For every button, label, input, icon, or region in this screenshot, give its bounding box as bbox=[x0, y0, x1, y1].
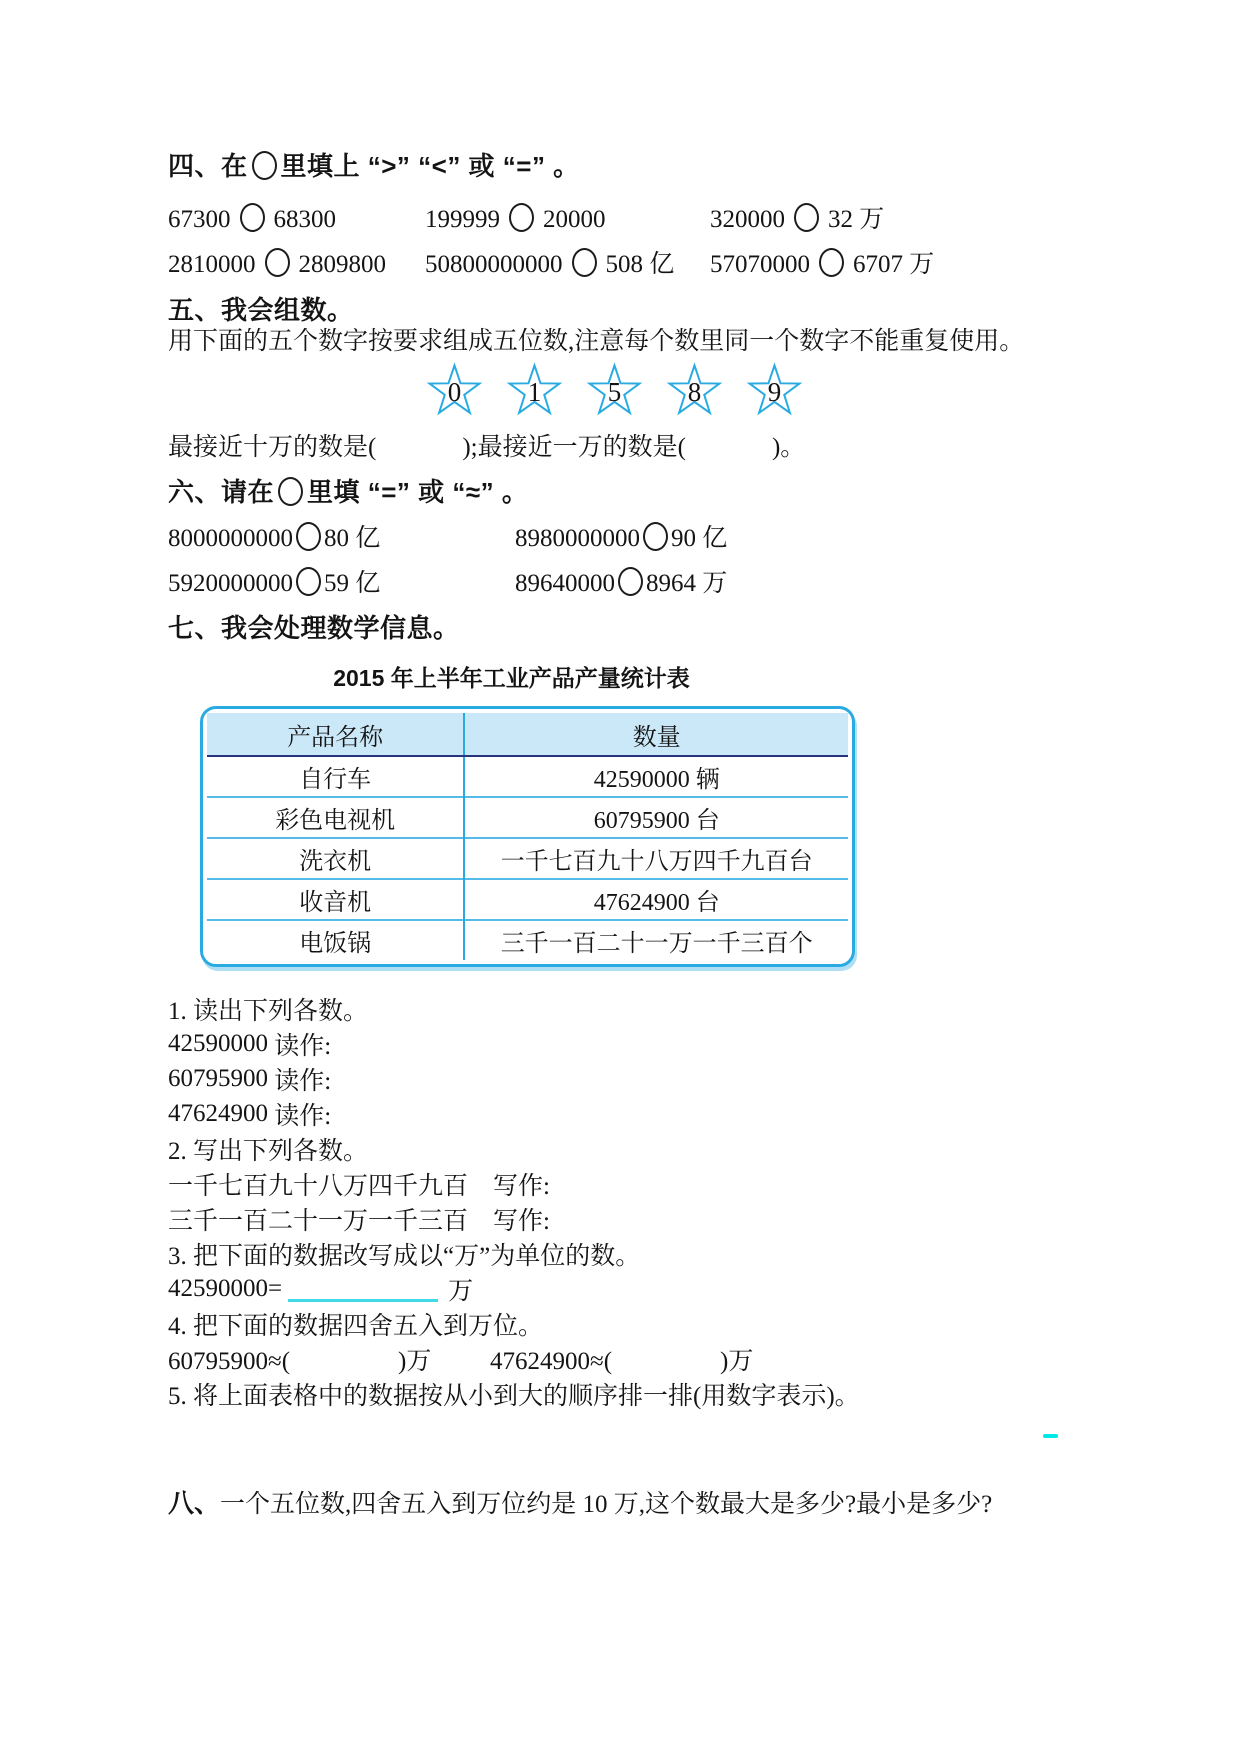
table-header-row bbox=[207, 713, 848, 756]
fill-text: 最接近十万的数是( bbox=[168, 434, 377, 461]
comparison-item bbox=[168, 248, 425, 280]
quantity-cell: 三千一百二十一万一千三百个 bbox=[464, 920, 848, 960]
write-as-label: 写作: bbox=[468, 1207, 550, 1235]
star-digit: 0 bbox=[447, 377, 462, 407]
table-row bbox=[207, 838, 848, 879]
circle-placeholder-icon bbox=[240, 203, 265, 232]
section4-heading-pre: 四、在 bbox=[168, 151, 248, 181]
read-as-label: 读作: bbox=[268, 1067, 332, 1095]
comparison-item bbox=[168, 522, 515, 555]
approx-open: ≈( bbox=[268, 1348, 291, 1375]
questions-block bbox=[168, 991, 1078, 1411]
circle-placeholder-icon bbox=[618, 567, 643, 596]
quantity-cell: 47624900 台 bbox=[464, 879, 848, 920]
comparison-right-number: 59 亿 bbox=[324, 570, 381, 597]
worksheet-content bbox=[168, 150, 1078, 1519]
comparison-right-number: 20000 bbox=[543, 206, 606, 233]
section8-text: 一个五位数,四舍五入到万位约是 10 万,这个数最大是多少?最小是多少? bbox=[220, 1491, 993, 1518]
underline-blank bbox=[288, 1275, 438, 1302]
question5-label: 5. 将上面表格中的数据按从小到大的顺序排一排(用数字表示)。 bbox=[168, 1382, 860, 1410]
circle-placeholder-icon bbox=[265, 248, 290, 277]
table-row bbox=[207, 797, 848, 838]
section4-heading-post: 里填上 “>” “<” 或 “=” 。 bbox=[280, 151, 580, 181]
comparison-right-number: 68300 bbox=[273, 206, 336, 233]
round-line bbox=[168, 1341, 1078, 1376]
comparison-right-number: 508 亿 bbox=[605, 251, 675, 278]
question2-label: 2. 写出下列各数。 bbox=[168, 1137, 369, 1165]
comparison-item bbox=[425, 203, 710, 235]
number: 47624900 bbox=[490, 1348, 590, 1375]
question4-label: 4. 把下面的数据四舍五入到万位。 bbox=[168, 1312, 544, 1340]
comparison-left-number: 320000 bbox=[710, 206, 785, 233]
comparison-row bbox=[168, 248, 1078, 278]
read-number-line bbox=[168, 1026, 1078, 1061]
comparison-left-number: 67300 bbox=[168, 206, 231, 233]
star-digit: 5 bbox=[607, 377, 622, 407]
star-icon bbox=[426, 362, 483, 419]
comparison-left-number: 5920000000 bbox=[168, 570, 293, 597]
unit-label: 万 bbox=[448, 1277, 474, 1305]
quantity-cell: 60795900 台 bbox=[464, 797, 848, 838]
comparison-right-number: 8964 万 bbox=[646, 570, 728, 597]
approx-close: )万 bbox=[720, 1348, 754, 1375]
comparison-left-number: 50800000000 bbox=[425, 251, 563, 278]
circle-placeholder-icon bbox=[296, 567, 321, 596]
circle-placeholder-icon bbox=[296, 522, 321, 551]
number: 60795900 bbox=[168, 1348, 268, 1375]
stats-table bbox=[207, 713, 848, 960]
comparison-right-number: 6707 万 bbox=[853, 251, 935, 278]
question3-label: 3. 把下面的数据改写成以“万”为单位的数。 bbox=[168, 1242, 641, 1270]
comparison-item bbox=[515, 522, 1078, 555]
product-cell: 收音机 bbox=[207, 879, 464, 920]
comparison-left-number: 8000000000 bbox=[168, 525, 293, 552]
star-icon bbox=[506, 362, 563, 419]
star-digit: 1 bbox=[527, 377, 542, 407]
question1-label: 1. 读出下列各数。 bbox=[168, 997, 369, 1025]
comparison-item bbox=[515, 567, 1078, 600]
approx-close: )万 bbox=[398, 1348, 432, 1375]
digit-stars-row bbox=[426, 362, 1078, 420]
read-as-label: 读作: bbox=[268, 1102, 332, 1130]
product-cell: 彩色电视机 bbox=[207, 797, 464, 838]
comparison-left-number: 89640000 bbox=[515, 570, 615, 597]
write-number-line bbox=[168, 1201, 1078, 1236]
circle-placeholder-icon bbox=[278, 477, 303, 506]
table-row bbox=[207, 920, 848, 960]
section8-prefix: 八、 bbox=[168, 1488, 221, 1518]
star-icon bbox=[586, 362, 643, 419]
table-row bbox=[207, 756, 848, 797]
product-cell: 自行车 bbox=[207, 756, 464, 797]
write-as-label: 写作: bbox=[468, 1172, 550, 1200]
comparison-row bbox=[168, 203, 1078, 233]
comparison-right-number: 80 亿 bbox=[324, 525, 381, 552]
section4-heading bbox=[168, 150, 1078, 182]
section8-question bbox=[168, 1487, 1078, 1519]
comparison-left-number: 57070000 bbox=[710, 251, 810, 278]
circle-placeholder-icon bbox=[643, 522, 668, 551]
quantity-cell: 42590000 辆 bbox=[464, 756, 848, 797]
comparison-row bbox=[168, 567, 1078, 600]
comparison-row bbox=[168, 522, 1078, 555]
number: 60795900 bbox=[168, 1064, 268, 1092]
table-title: 2015 年上半年工业产品产量统计表 bbox=[333, 665, 690, 691]
stats-table-frame bbox=[200, 706, 855, 967]
comparison-item bbox=[425, 248, 710, 280]
star-icon bbox=[666, 362, 723, 419]
chinese-number: 三千一百二十一万一千三百 bbox=[168, 1207, 469, 1235]
number: 47624900 bbox=[168, 1099, 268, 1127]
circle-placeholder-icon bbox=[572, 248, 597, 277]
comparison-item bbox=[168, 567, 515, 600]
comparison-right-number: 90 亿 bbox=[671, 525, 728, 552]
section6-heading-post: 里填 “=” 或 “≈” 。 bbox=[307, 477, 529, 507]
comparison-left-number: 2810000 bbox=[168, 251, 256, 278]
comparison-item bbox=[710, 248, 1078, 280]
write-number-line bbox=[168, 1166, 1078, 1201]
read-number-line bbox=[168, 1096, 1078, 1131]
quantity-cell: 一千七百九十八万四千九百台 bbox=[464, 838, 848, 879]
circle-placeholder-icon bbox=[252, 151, 277, 180]
comparison-item bbox=[710, 203, 1078, 235]
product-cell: 洗衣机 bbox=[207, 838, 464, 879]
column-header-quantity: 数量 bbox=[464, 713, 848, 756]
fill-text: );最接近一万的数是( bbox=[462, 434, 686, 461]
fill-text: )。 bbox=[771, 434, 806, 461]
stray-cyan-dash bbox=[1043, 1434, 1058, 1438]
read-as-label: 读作: bbox=[268, 1032, 332, 1060]
column-header-product: 产品名称 bbox=[207, 713, 464, 756]
table-row bbox=[207, 879, 848, 920]
approx-open: ≈( bbox=[590, 1348, 613, 1375]
round-item bbox=[490, 1341, 1078, 1377]
section5-instruction: 用下面的五个数字按要求组成五位数,注意每个数里同一个数字不能重复使用。 bbox=[168, 328, 1025, 355]
circle-placeholder-icon bbox=[509, 203, 534, 232]
section6-heading bbox=[168, 476, 1078, 508]
chinese-number: 一千七百九十八万四千九百 bbox=[168, 1172, 469, 1200]
star-digit: 9 bbox=[767, 377, 782, 407]
rewrite-line bbox=[168, 1271, 1078, 1306]
section5-heading: 五、我会组数。 bbox=[168, 295, 354, 325]
comparison-left-number: 199999 bbox=[425, 206, 500, 233]
comparison-right-number: 2809800 bbox=[298, 251, 386, 278]
read-number-line bbox=[168, 1061, 1078, 1096]
section6-heading-pre: 六、请在 bbox=[168, 477, 275, 507]
comparison-right-number: 32 万 bbox=[828, 206, 885, 233]
star-digit: 8 bbox=[687, 377, 702, 407]
section5-fill-line bbox=[168, 432, 1078, 464]
circle-placeholder-icon bbox=[794, 203, 819, 232]
section7-heading: 七、我会处理数学信息。 bbox=[168, 613, 460, 643]
comparison-item bbox=[168, 203, 425, 235]
product-cell: 电饭锅 bbox=[207, 920, 464, 960]
comparison-left-number: 8980000000 bbox=[515, 525, 640, 552]
number: 42590000 bbox=[168, 1029, 268, 1057]
star-icon bbox=[746, 362, 803, 419]
circle-placeholder-icon bbox=[819, 248, 844, 277]
expression: 42590000= bbox=[168, 1274, 283, 1302]
round-item bbox=[168, 1341, 490, 1377]
